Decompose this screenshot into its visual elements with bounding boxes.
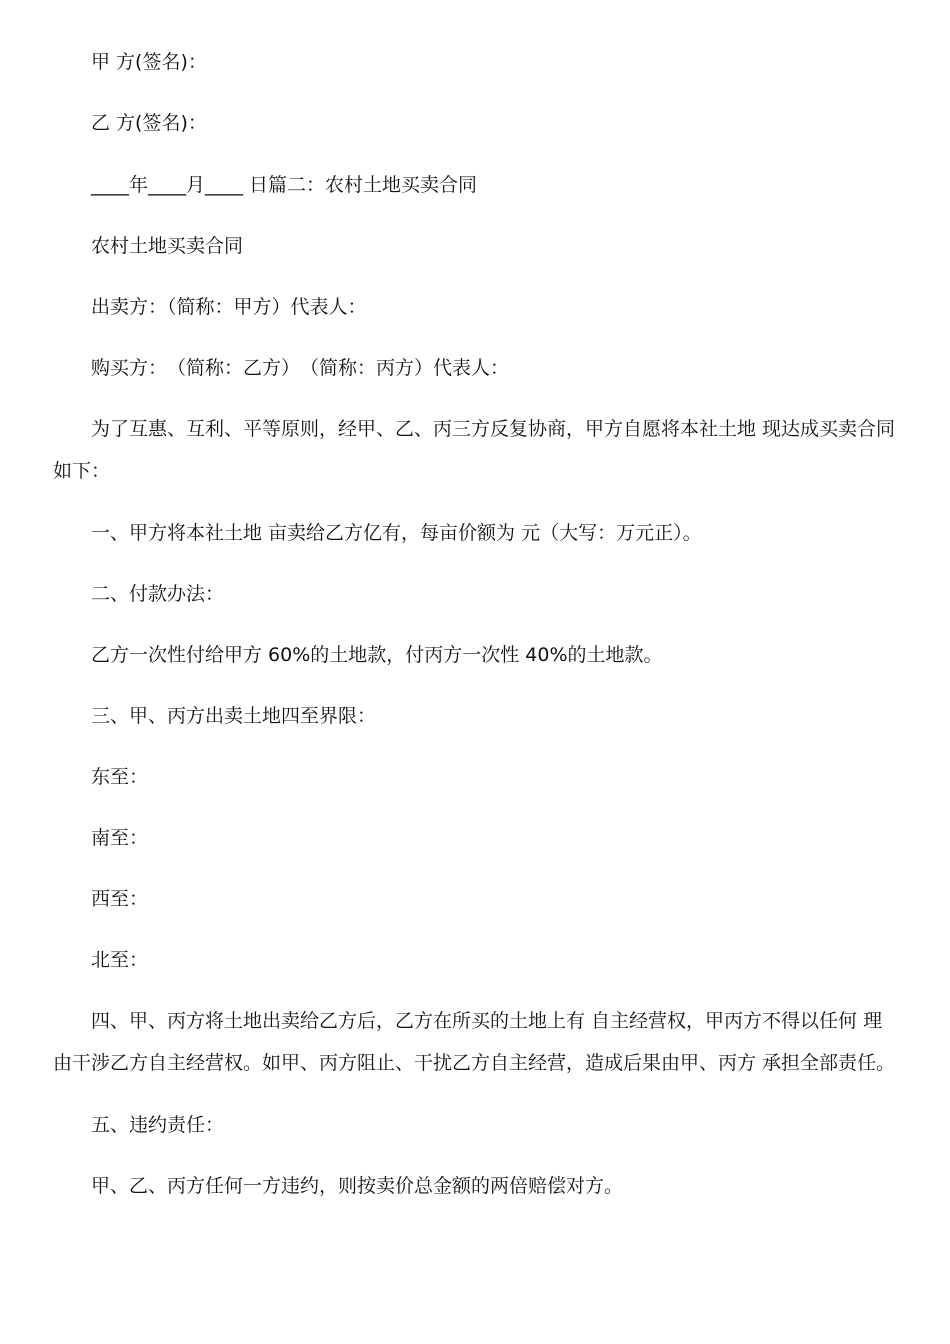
clause-2-body: 乙方一次性付给甲方 60%的土地款，付丙方一次性 40%的土地款。 — [91, 644, 663, 666]
seller-line: 出卖方：（简称：甲方）代表人： — [91, 296, 367, 318]
buyer-line: 购买方： （简称：乙方） （简称：丙方）代表人： — [91, 357, 510, 379]
clause-3-heading: 三、甲、丙方出卖土地四至界限： — [91, 705, 377, 727]
boundary-south: 南至： — [91, 827, 149, 849]
boundary-west: 西至： — [91, 888, 149, 910]
clause-1: 一、甲方将本社土地 亩卖给乙方亿有，每亩价额为 元（大写：万元正）。 — [91, 522, 702, 544]
party-a-signature-line: 甲 方(签名)： — [91, 51, 207, 73]
contract-title: 农村土地买卖合同 — [91, 235, 244, 257]
date-line-and-section-title: ____年____月____ 日篇二：农村土地买卖合同 — [91, 174, 478, 196]
boundary-north: 北至： — [91, 949, 149, 971]
party-b-signature-line: 乙 方(签名)： — [91, 112, 207, 134]
preamble-paragraph: 为了互惠、互利、平等原则，经甲、乙、丙三方反复协商，甲方自愿将本社土地 现达成买卖合同如下： — [53, 418, 896, 482]
clause-4: 四、甲、丙方将土地出卖给乙方后，乙方在所买的土地上有 自主经营权，甲丙方不得以任何 理由干涉乙方自主经营权。如甲、丙方阻止、干扰乙方自主经营，造成后果由甲、丙方 承担全部责任。 — [53, 1010, 896, 1074]
boundary-east: 东至： — [91, 766, 149, 788]
clause-5-heading: 五、违约责任： — [91, 1114, 225, 1136]
clause-2-heading: 二、付款办法： — [91, 583, 225, 605]
clause-5-body: 甲、乙、丙方任何一方违约，则按卖价总金额的两倍赔偿对方。 — [91, 1175, 624, 1197]
